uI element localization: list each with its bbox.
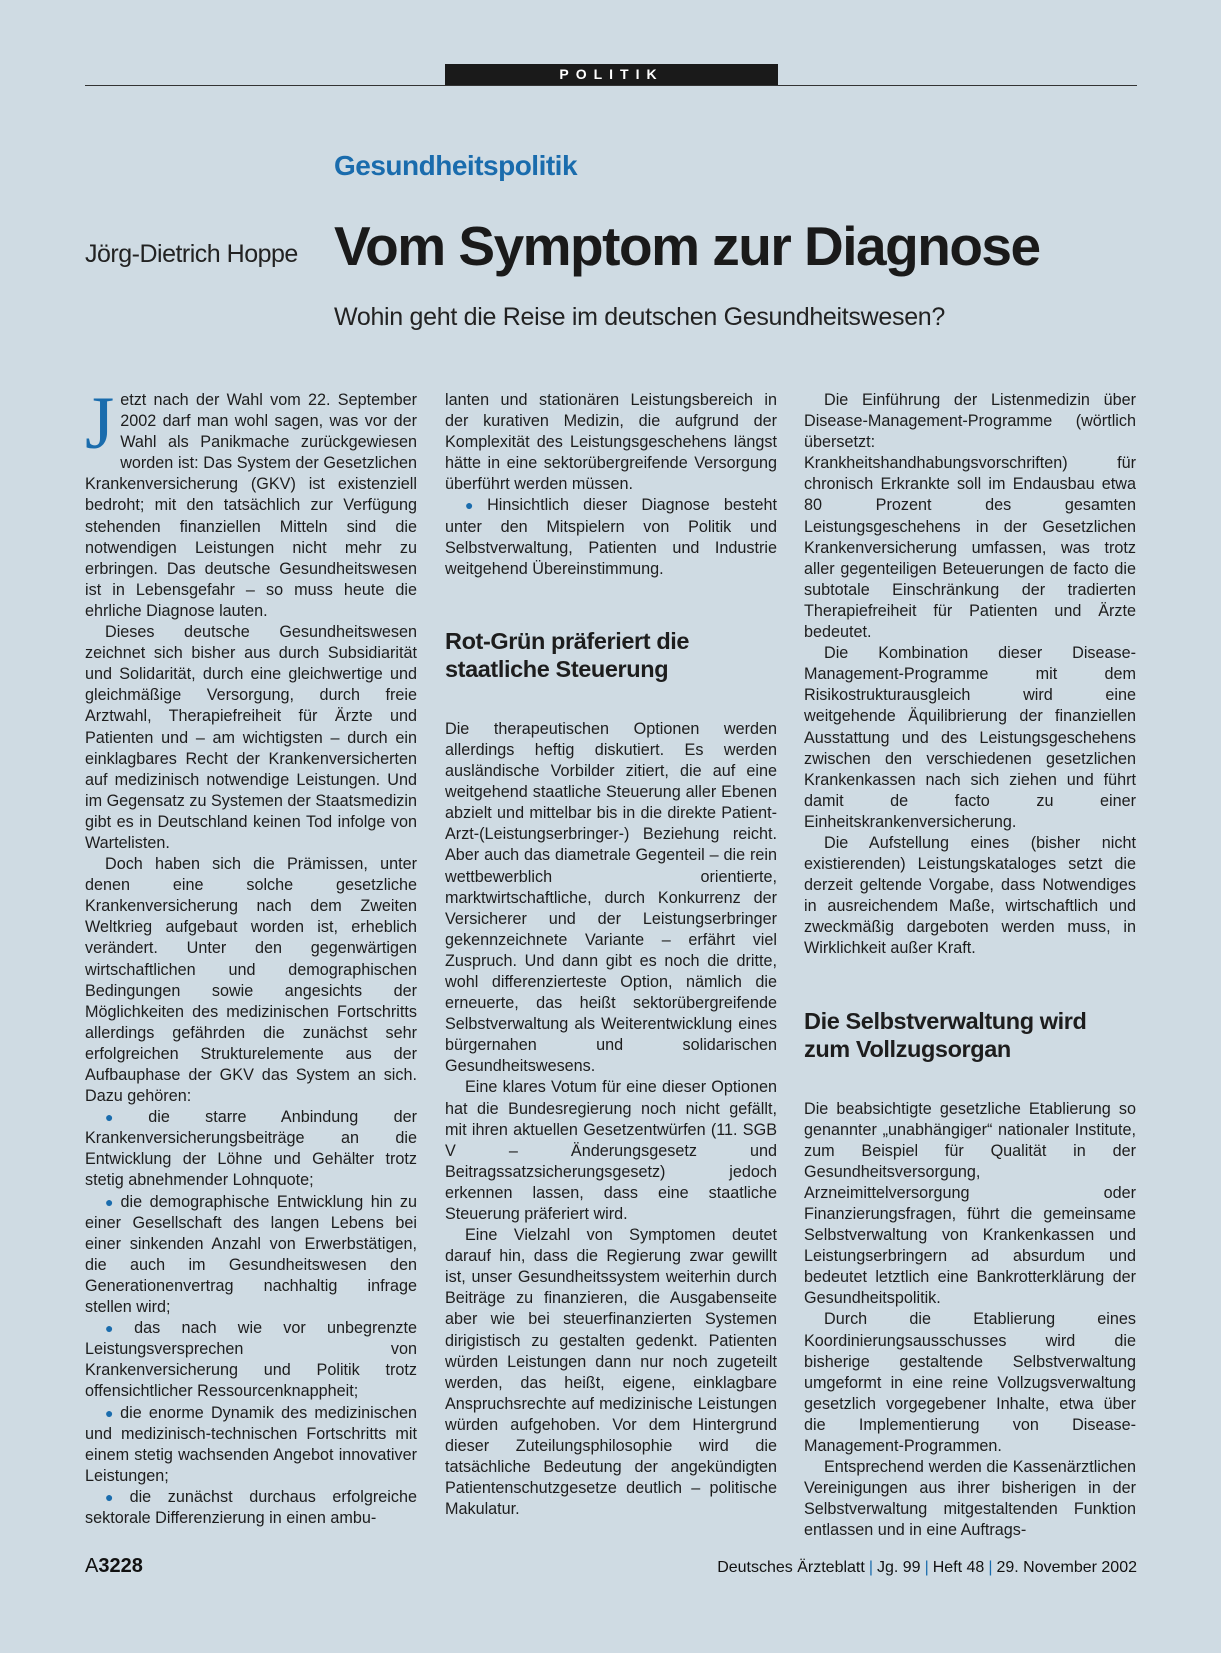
paragraph: Entsprechend werden die Kassenärztlichen Vereinigungen aus ihrer bisherigen in der Selbstverwaltung mitgestaltenden Funktion entlassen und in eine Auftrags-	[804, 1458, 1136, 1540]
bullet-item: ● das nach wie vor unbegrenzte Leistungsversprechen von Krankenversicherung und Politik trotz offensichtlicher Ressourcenknappheit;	[85, 1319, 417, 1401]
separator: |	[988, 1559, 993, 1576]
header-rule	[85, 85, 1137, 86]
paragraph: Die beabsichtigte gesetzliche Etablierung so genannter „unabhängiger“ nationaler Institute, zum Beispiel für Qualität in der Gesundheitsversorgung, Arzneimittelversorgung oder Finanzierungsfragen, führt die gemeinsame Selbstverwaltung von Krankenkassen und Leistungserbringern ad absurdum und bedeutet letztlich eine Bankrotterklärung der Gesundheitspolitik.	[804, 1099, 1136, 1308]
journal-issue: Heft 48	[932, 1559, 985, 1576]
journal-volume: Jg. 99	[876, 1559, 921, 1576]
page-number-value: 3228	[98, 1555, 143, 1577]
bullet-item: ● die starre Anbindung der Krankenversicherungsbeiträge an die Entwicklung der Löhne und Gehälter trotz stetig abnehmender Lohnquote;	[85, 1108, 417, 1190]
bullet-icon: ●	[105, 1404, 117, 1421]
bullet-icon: ●	[105, 1488, 126, 1505]
article-subtitle: Wohin geht die Reise im deutschen Gesundheitswesen?	[334, 303, 946, 331]
text-column-1	[85, 382, 417, 1529]
journal-info	[717, 1559, 1137, 1577]
bullet-item: ● die enorme Dynamik des medizinischen und medizinisch-technischen Fortschritts mit einem stetig wachsenden Angebot innovativer Leistungen;	[85, 1403, 417, 1485]
paragraph: Jetzt nach der Wahl vom 22. September 2002 darf man wohl sagen, was vor der Wahl als Panikmache zurückgewiesen worden ist: Das System der Gesetzlichen Krankenversicherung (GKV) ist existenziell bedroht; mit den tatsächlich zur Verfügung stehenden finanziellen Mitteln sind die notwendigen Leistungen nicht mehr zu erbringen. Das deutsche Gesundheitswesen ist in Lebensgefahr – so muss heute die ehrliche Diagnose lauten.	[85, 382, 417, 620]
page-number	[85, 1555, 143, 1578]
bullet-item: ● Hinsichtlich dieser Diagnose besteht unter den Mitspielern von Politik und Selbstverwaltung, Patienten und Industrie weitgehend Übereinstimmung.	[445, 496, 777, 578]
article-kicker: Gesundheitspolitik	[334, 150, 578, 181]
bullet-icon: ●	[105, 1109, 145, 1126]
drop-cap: J	[85, 382, 115, 465]
paragraph: Die Einführung der Listenmedizin über Disease-Management-Programme (wörtlich übersetzt: Krankheitshandhabungsvorschriften) für chronisch Erkrankte soll im Endausbau etwa 80 Prozent des gesamten Leistungsgeschehens in der Gesetzlichen Krankenversicherung umfassen, was trotz aller gegenteiligen Beteuerungen de facto die subtotale Einschränkung der tradierten Therapiefreiheit für Patienten und Ärzte bedeutet.	[804, 391, 1136, 642]
journal-date: 29. November 2002	[996, 1559, 1137, 1576]
paragraph: Eine klares Votum für eine dieser Optionen hat die Bundesregierung noch nicht gefällt, mit ihren aktuellen Gesetzentwürfen (11. SGB V – Änderungsgesetz und Beitragssatzsicherungsgesetz) jedoch erkennen lassen, dass eine staatliche Steuerung präferiert wird.	[445, 1078, 777, 1223]
text-column-2	[445, 390, 777, 1520]
page-prefix: A	[85, 1555, 99, 1577]
text-column-3	[804, 390, 1136, 1542]
paragraph: Doch haben sich die Prämissen, unter denen eine solche gesetzliche Krankenversicherung nach dem Zweiten Weltkrieg aufgebaut worden ist, erheblich verändert. Unter den gegenwärtigen wirtschaftlichen und demographischen Bedingungen sowie angesichts der Möglichkeiten des medizinischen Fortschritts allerdings gefährden die zunächst sehr erfolgreichen Strukturelemente aus der Aufbauphase der GKV das System an sich. Dazu gehören:	[85, 855, 417, 1106]
paragraph: Die therapeutischen Optionen werden allerdings heftig diskutiert. Es werden ausländische Vorbilder zitiert, die auf eine weitgehend staatliche Steuerung aller Ebenen abzielt und mittelbar bis in die direkte Patient-Arzt-(Leistungserbringer-) Beziehung reicht. Aber auch das diametrale Gegenteil – die rein wettbewerblich orientierte, marktwirtschaftliche, durch Konkurrenz der Versicherer und der Leistungserbringer gekennzeichnete Variante – erfährt viel Zuspruch. Und dann gibt es noch die dritte, wohl differenzierteste Option, nämlich die erneuerte, das heißt sektorübergreifende Selbstverwaltung als Weiterentwicklung eines bürgernahen und solidarischen Gesundheitswesens.	[445, 719, 777, 1076]
journal-name: Deutsches Ärzteblatt	[717, 1559, 865, 1576]
bullet-icon: ●	[105, 1320, 131, 1337]
bullet-item: ● die zunächst durchaus erfolgreiche sektorale Differenzierung in einen ambu-	[85, 1487, 417, 1527]
paragraph: Eine Vielzahl von Symptomen deutet darauf hin, dass die Regierung zwar gewillt ist, unser Gesundheitssystem weiterhin durch Beiträge zu finanzieren, die Ausgabenseite aber wie bei steuerfinanzierten Systemen dirigistisch zu gestalten gedenkt. Patienten würden Leistungen dann nur noch zugeteilt werden, das heißt, eigene, einklagbare Anspruchsrechte auf medizinische Leistungen würden aufgehoben. Vor dem Hintergrund dieser Zuteilungsphilosophie wird die tatsächliche Bedeutung der angekündigten Patientenschutzgesetze deutlich – politische Makulatur.	[445, 1226, 777, 1519]
section-heading: Die Selbstverwaltung wird zum Vollzugsorgan	[804, 1007, 1087, 1062]
separator: |	[868, 1559, 873, 1576]
separator: |	[924, 1559, 929, 1576]
paragraph: Die Aufstellung eines (bisher nicht existierenden) Leistungskataloges setzt die derzeit geltende Vorgabe, dass Notwendiges in ausreichendem Maße, wirtschaftlich und zweckmäßig dargeboten werden muss, in Wirklichkeit außer Kraft.	[804, 833, 1136, 958]
article-author: Jörg-Dietrich Hoppe	[85, 240, 298, 268]
paragraph: Durch die Etablierung eines Koordinierungsausschusses wird die bisherige gestaltende Selbstverwaltung umgeformt in eine reine Vollzugsverwaltung gesetzlich vorgegebener Inhalte, etwa über die Implementierung von Disease-Management-Programmen.	[804, 1310, 1136, 1456]
paragraph: lanten und stationären Leistungsbereich in der kurativen Medizin, die aufgrund der Komplexität des Leistungsgeschehens längst hätte in eine sektorübergreifende Versorgung überführt werden müssen.	[445, 391, 777, 494]
bullet-icon: ●	[105, 1193, 117, 1210]
paragraph: Die Kombination dieser Disease-Management-Programme mit dem Risikostrukturausgleich wird eine weitgehende Äquilibrierung der finanziellen Ausstattung und des Leistungsgeschehens zwischen den verschiedenen gesetzlichen Krankenkassen nach sich ziehen und führt damit de facto zu einer Einheitskrankenversicherung.	[804, 644, 1136, 831]
section-heading: Rot-Grün präferiert die staatliche Steuerung	[445, 627, 690, 682]
paragraph: Dieses deutsche Gesundheitswesen zeichnet sich bisher aus durch Subsidiarität und Solidarität, durch eine gleichwertige und gleichmäßige Versorgung, durch freie Arztwahl, Therapiefreiheit für Ärzte und Patienten und – am wichtigsten – durch ein einklagbares Recht der Krankenversicherten auf medizinisch notwendige Leistungen. Und im Gegensatz zu Systemen der Staatsmedizin gibt es in Deutschland keinen Tod infolge von Wartelisten.	[85, 623, 417, 852]
bullet-item: ● die demographische Entwicklung hin zu einer Gesellschaft des langen Lebens bei einer sinkenden Anzahl von Erwerbstätigen, die auch im Gesundheitswesen den Generationenvertrag nachhaltig infrage stellen wird;	[85, 1192, 417, 1317]
bullet-icon: ●	[465, 497, 484, 514]
section-label: POLITIK	[445, 64, 778, 85]
article-title: Vom Symptom zur Diagnose	[334, 215, 1040, 277]
